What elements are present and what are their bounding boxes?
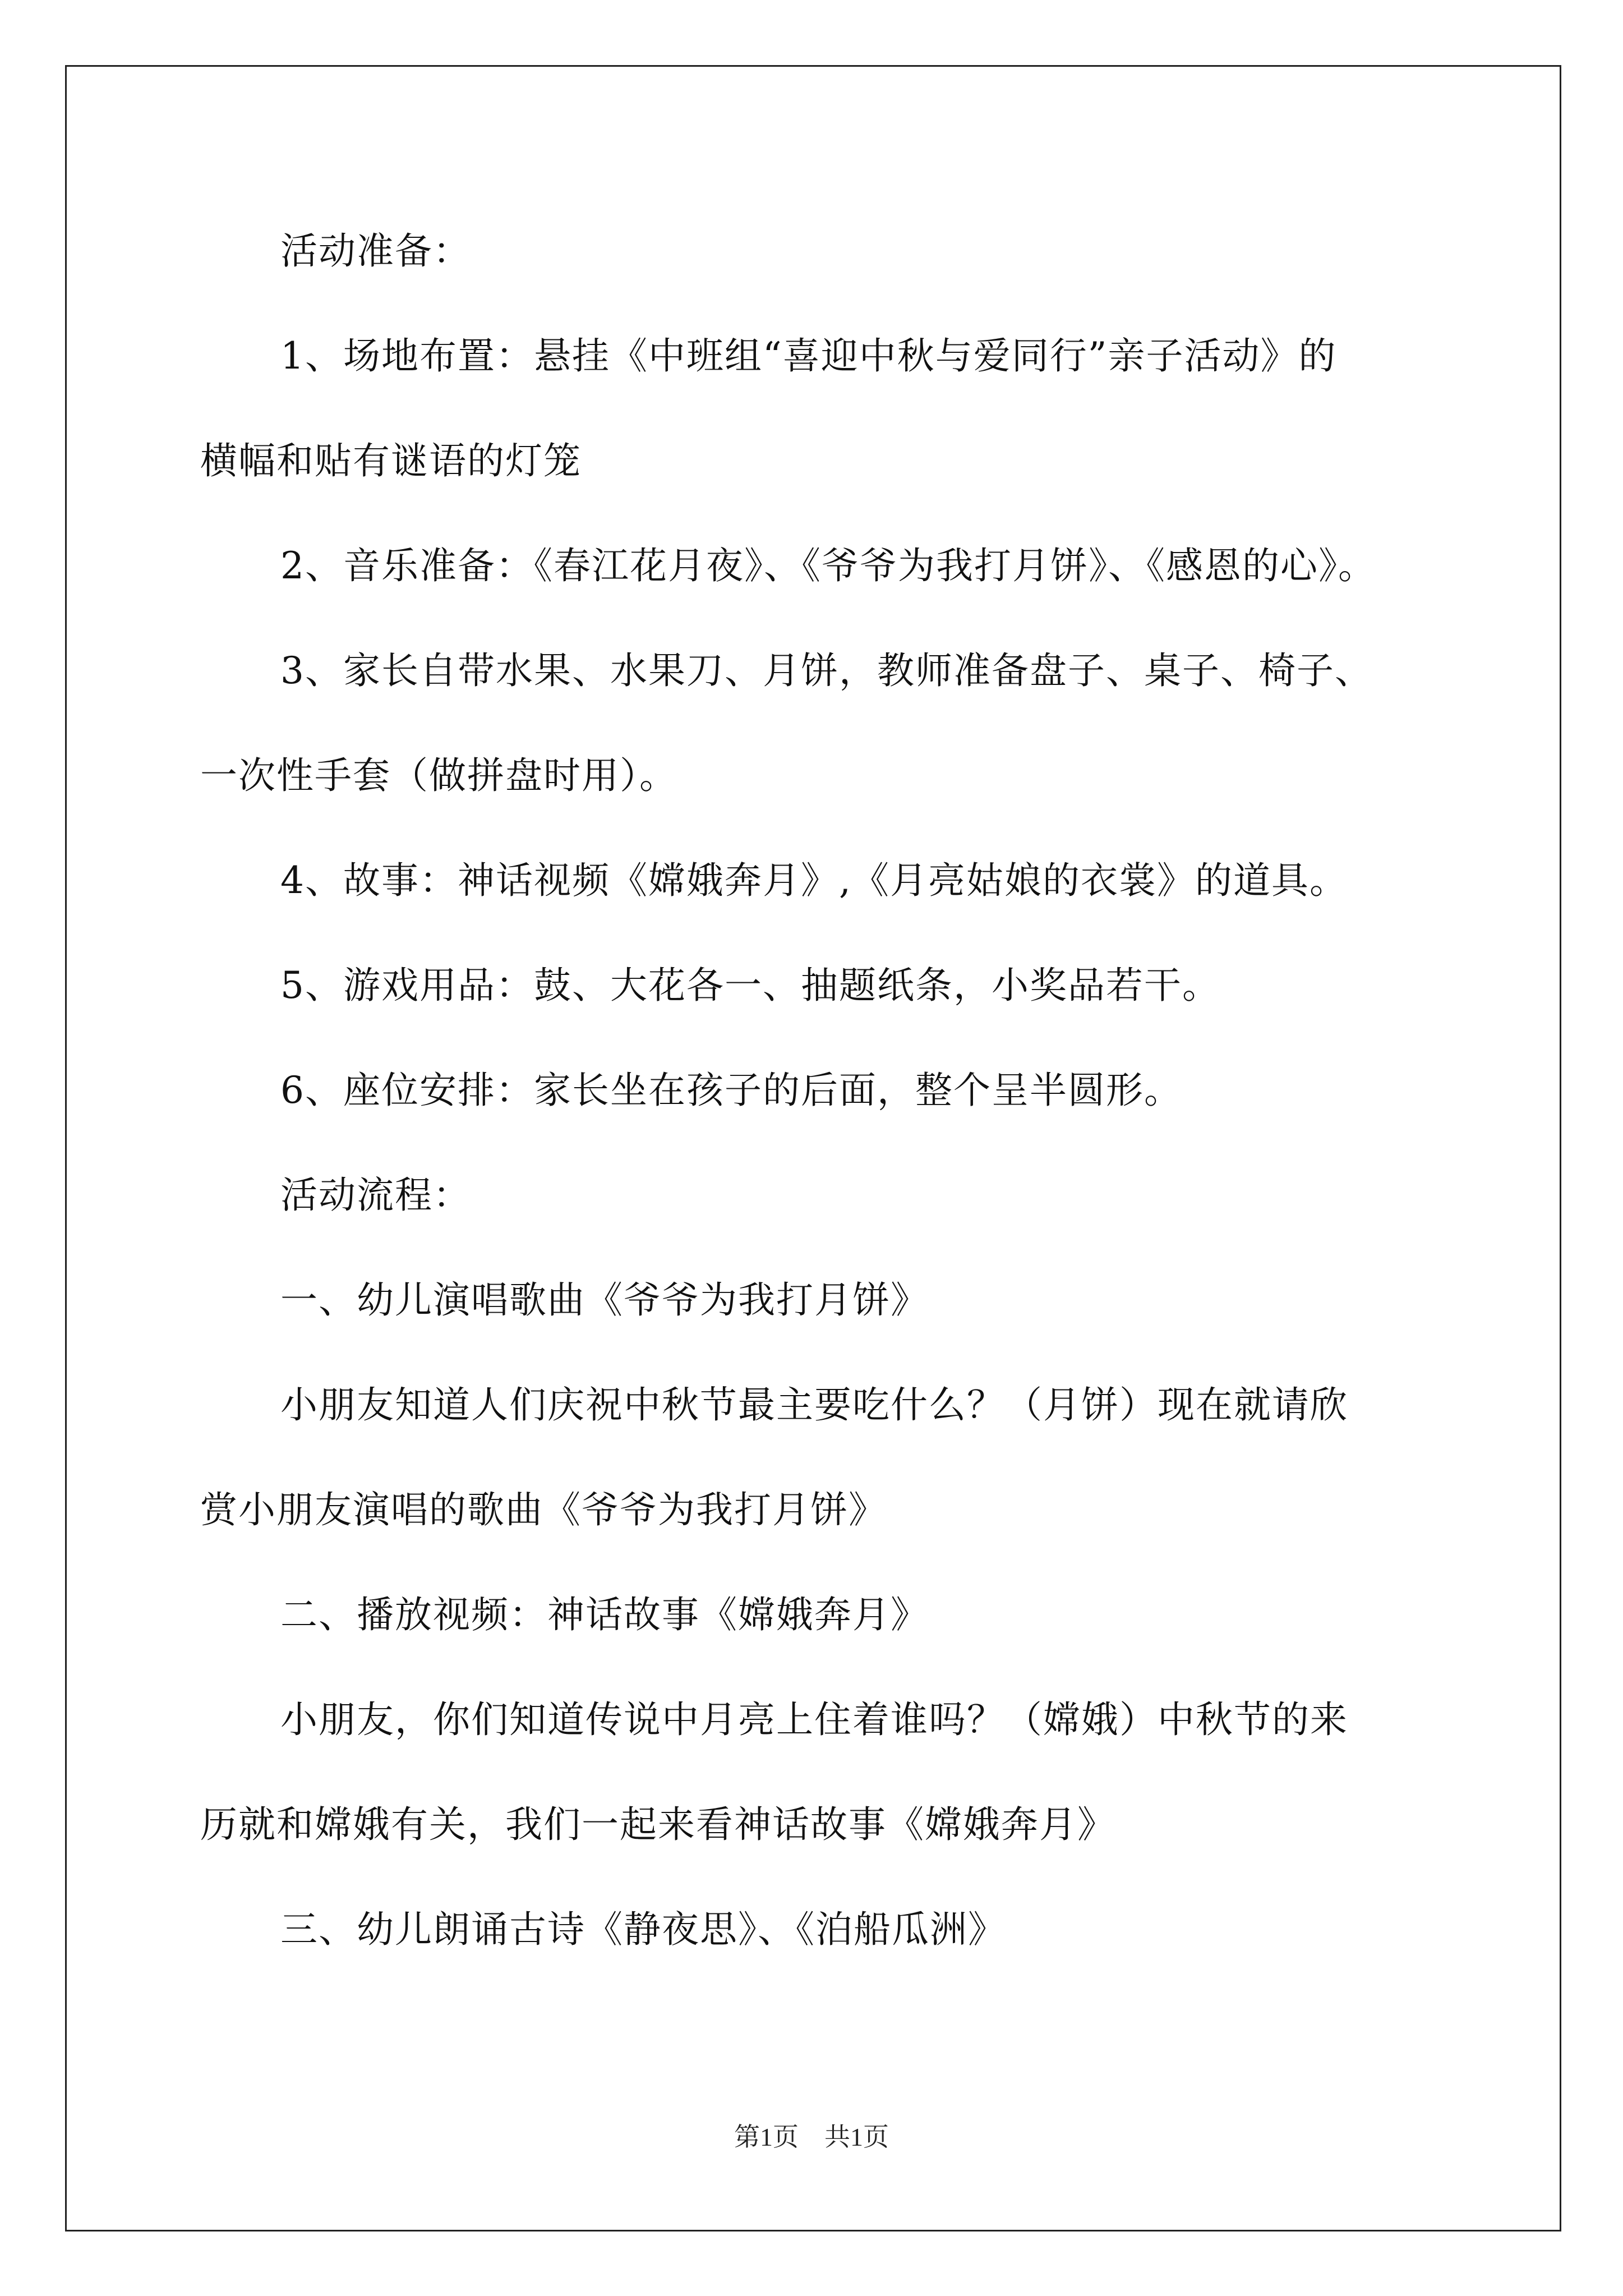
paragraph-line: 横幅和贴有谜语的灯笼 [200,439,582,482]
paragraph-line: 二、播放视频：神话故事《嫦娥奔月》 [280,1593,929,1636]
paragraph-line: 3、家长自带水果、水果刀、月饼，教师准备盘子、桌子、椅子、 [280,649,1373,692]
paragraph-line: 4、故事：神话视频《嫦娥奔月》,《月亮姑娘的衣裳》的道具。 [280,859,1348,902]
paragraph-line: 小朋友知道人们庆祝中秋节最主要吃什么？（月饼）现在就请欣 [280,1383,1348,1427]
paragraph-line: 一、幼儿演唱歌曲《爷爷为我打月饼》 [280,1278,929,1322]
paragraph-line: 1、场地布置：悬挂《中班组“喜迎中秋与爱同行”亲子活动》的 [280,334,1337,378]
paragraph-line: 一次性手套（做拼盘时用）。 [200,754,677,797]
page-border [65,65,1561,2231]
heading-process: 活动流程： [280,1174,471,1217]
page-number: 第1页 共1页 [734,2123,889,2151]
paragraph-line: 6、座位安排：家长坐在孩子的后面，整个呈半圆形。 [280,1069,1182,1112]
paragraph-line: 5、游戏用品：鼓、大花各一、抽题纸条，小奖品若干。 [280,964,1220,1007]
paragraph-line: 小朋友，你们知道传说中月亮上住着谁吗？（嫦娥）中秋节的来 [280,1698,1348,1741]
paragraph-line: 三、幼儿朗诵古诗《静夜思》、《泊船瓜洲》 [280,1908,1006,1951]
paragraph-line: 历就和嫦娥有关，我们一起来看神话故事《嫦娥奔月》 [200,1803,1115,1846]
heading-preparation: 活动准备： [280,229,471,273]
paragraph-line: 赏小朋友演唱的歌曲《爷爷为我打月饼》 [200,1488,887,1531]
paragraph-line: 2、音乐准备：《春江花月夜》、《爷爷为我打月饼》、《感恩的心》。 [280,544,1376,587]
